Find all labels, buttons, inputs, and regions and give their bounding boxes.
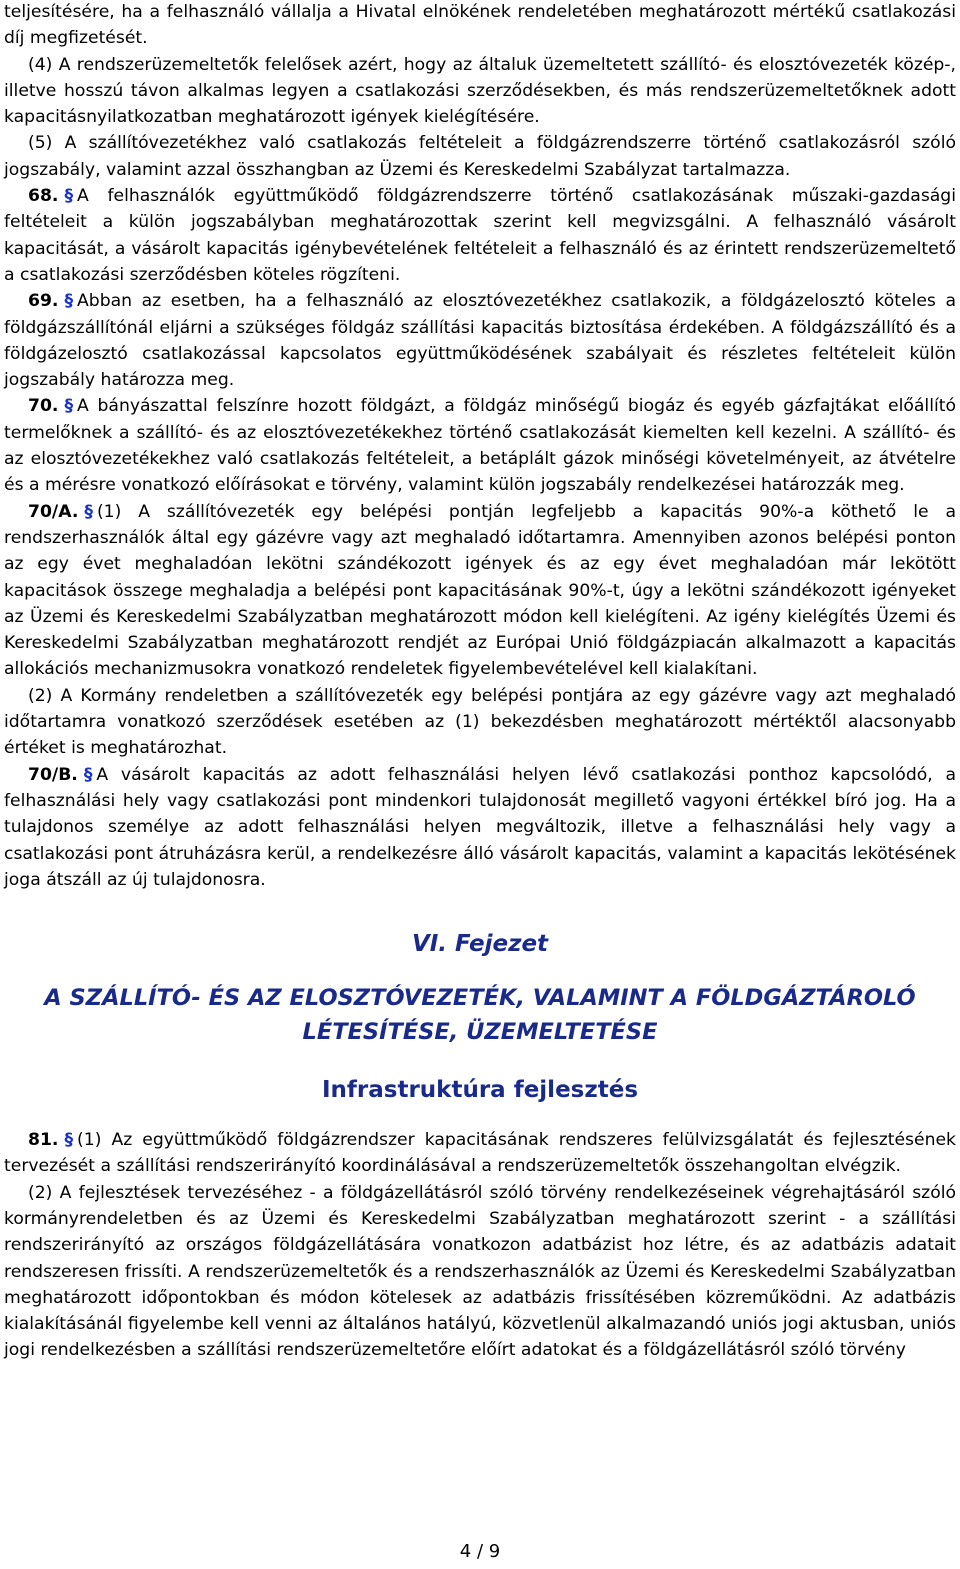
section-text: (1) A szállítóvezeték egy belépési pontján legfeljebb a kapacitás 90%-a köthető le a rendszerhasználók által egy gázévre vagy azt meghaladó időtartamra. Amennyiben azonos belépési ponton az egy évet meghaladóan lekötni szándékozott igények és az egy évet meghaladóan már lekötött kapacitások összege meghaladja a belépési pont kapacitásának 90%-t, úgy a lekötni szándékozott igényeket az Üzemi és Kereskedelmi Szabályzatban meghatározott módon kell kielégíteni. Az igény kielégítés Üzemi és Kereskedelmi Szabályzatban meghatározott rendjét az Európai Unió földgázpiacán alkalmazott a kapacitás allokációs mechanizmusokra vonatkozó rendeletek figyelembevételével kell kialakítani. — [4, 501, 956, 680]
page-number: 4 / 9 — [459, 1541, 501, 1562]
section-sign-link[interactable]: § — [64, 291, 74, 312]
section-text: A bányászattal felszínre hozott földgázt, a földgáz minőségű biogáz és egyéb gázfajtákat előállító termelőknek a szállító- és az elosztóvezetékekhez történő csatlakozását kiemelten kell kezelni. A szállító- és az elosztóvezetékekhez való csatlakozás feltételeit, a betáplált gázok minőségi követelményeit, az átvételre és a mérésre vonatkozó előírásokat e törvény, valamint külön jogszabály rendelkezései határozzák meg. — [4, 396, 956, 496]
section-69 — [4, 288, 956, 393]
section-sign-link[interactable]: § — [64, 396, 74, 417]
paragraph-81-2: (2) A fejlesztések tervezéséhez - a földgázellátásról szóló törvény rendelkezéseinek végrehajtásáról szóló kormányrendeletben és az Üzemi és Kereskedelmi Szabályzatban meghatározott szerint - a szállítási rendszerirányító az országos földgázellátására vonatkozon adatbázist hoz létre, és az adatbázis adatait rendszeresen frissíti. A rendszerüzemeltetők és a rendszerhasználók az Üzemi és Kereskedelmi Szabályzatban meghatározott időpontokban és módon kötelesek az adatbázis frissítésében közreműködni. Az adatbázis kialakításánál figyelembe kell venni az általános hatályú, közvetlenül alkalmazandó uniós jogi aktusban, uniós jogi rendelkezésben a szállítási rendszerüzemeltetőre előírt adatokat és a földgázellátásról szóló törvény — [4, 1182, 956, 1361]
section-81 — [4, 1127, 956, 1180]
section-text: Abban az esetben, ha a felhasználó az elosztóvezetékhez csatlakozik, a földgázelosztó köteles a földgázszállítónál eljárni a szükséges földgáz szállítási kapacitás biztosítása érdekében. A földgázszállító és a földgázelosztó csatlakozással kapcsolatos együttműködésének szabályait és részletes feltételeit külön jogszabály határozza meg. — [4, 291, 956, 391]
section-text: (1) Az együttműködő földgázrendszer kapacitásának rendszeres felülvizsgálatát és fejlesztésének tervezését a szállítási rendszerirányító koordinálásával a rendszerüzemeltetők összehangoltan elvégzik. — [4, 1130, 956, 1177]
section-subtitle: Infrastruktúra fejlesztés — [321, 1077, 639, 1104]
section-text: A felhasználók együttműködő földgázrendszerre történő csatlakozásának műszaki-gazdasági feltételeit a külön jogszabályban meghatározottak szerint kell megvizsgálni. A felhasználó vásárolt kapacitását, a vásárolt kapacitás igénybevételének feltételeit a felhasználó és az érintett rendszerüzemeltető a csatlakozási szerződésben köteles rögzíteni. — [4, 186, 956, 285]
page-footer — [0, 1540, 960, 1564]
section-number: 69. — [28, 291, 59, 312]
chapter-label: VI. Fejezet — [411, 931, 549, 958]
section-68 — [4, 183, 956, 288]
section-text: A vásárolt kapacitás az adott felhasználási helyen lévő csatlakozási ponthoz kapcsolódó, a felhasználási hely vagy csatlakozási pont mindenkori tulajdonosát megillető vagyoni értékkel bíró jog. Ha a tulajdonos személye az adott felhasználási helyen megváltozik, illetve a felhasználási hely vagy a csatlakozási pont átruházásra kerül, a rendelkezésre álló vásárolt kapacitás, valamint a kapacitás lekötésének joga átszáll az új tulajdonosra. — [4, 764, 956, 890]
section-number: 70. — [28, 396, 59, 417]
chapter-title: A SZÁLLÍTÓ- ÉS AZ ELOSZTÓVEZETÉK, VALAMINT A FÖLDGÁZTÁROLÓ LÉTESÍTÉSE, ÜZEMELTETÉSE — [44, 985, 916, 1046]
paragraph: (4) A rendszerüzemeltetők felelősek azért, hogy az általuk üzemeltetett szállító- és elosztóvezeték közép-, illetve hosszú távon alkalmas legyen a csatlakozási szerződésekben, és más rendszerüzemeltetőknek adott kapacitásnyilatkozatban meghatározott igények kielégítésére. — [4, 54, 956, 128]
section-number: 70/B. — [28, 764, 78, 785]
section-sign-link[interactable]: § — [64, 186, 74, 207]
section-number: 81. — [28, 1130, 59, 1151]
section-number: 70/A. — [28, 501, 79, 522]
section-sign-link[interactable]: § — [84, 501, 93, 522]
section-sign-link[interactable]: § — [83, 764, 93, 785]
section-number: 68. — [28, 186, 59, 207]
section-sign-link[interactable]: § — [64, 1130, 74, 1151]
paragraph: teljesítésére, ha a felhasználó vállalja a Hivatal elnökének rendeletében meghatározott mértékű csatlakozási díj megfizetését. — [4, 2, 956, 49]
section-70 — [4, 393, 956, 498]
paragraph: (5) A szállítóvezetékhez való csatlakozás feltételeit a földgázrendszerre történő csatlakozásról szóló jogszabály, valamint azzal összhangban az Üzemi és Kereskedelmi Szabályzat tartalmazza. — [4, 133, 956, 180]
top-paragraphs — [4, 0, 956, 183]
paragraph-70a-2: (2) A Kormány rendeletben a szállítóvezeték egy belépési pontjára az egy gázévre vagy azt meghaladó időtartamra vonatkozó szerződések esetében az (1) bekezdésben meghatározott mértéktől alacsonyabb értéket is meghatározhat. — [4, 685, 956, 759]
section-70a — [4, 499, 956, 683]
section-70b — [4, 762, 956, 893]
